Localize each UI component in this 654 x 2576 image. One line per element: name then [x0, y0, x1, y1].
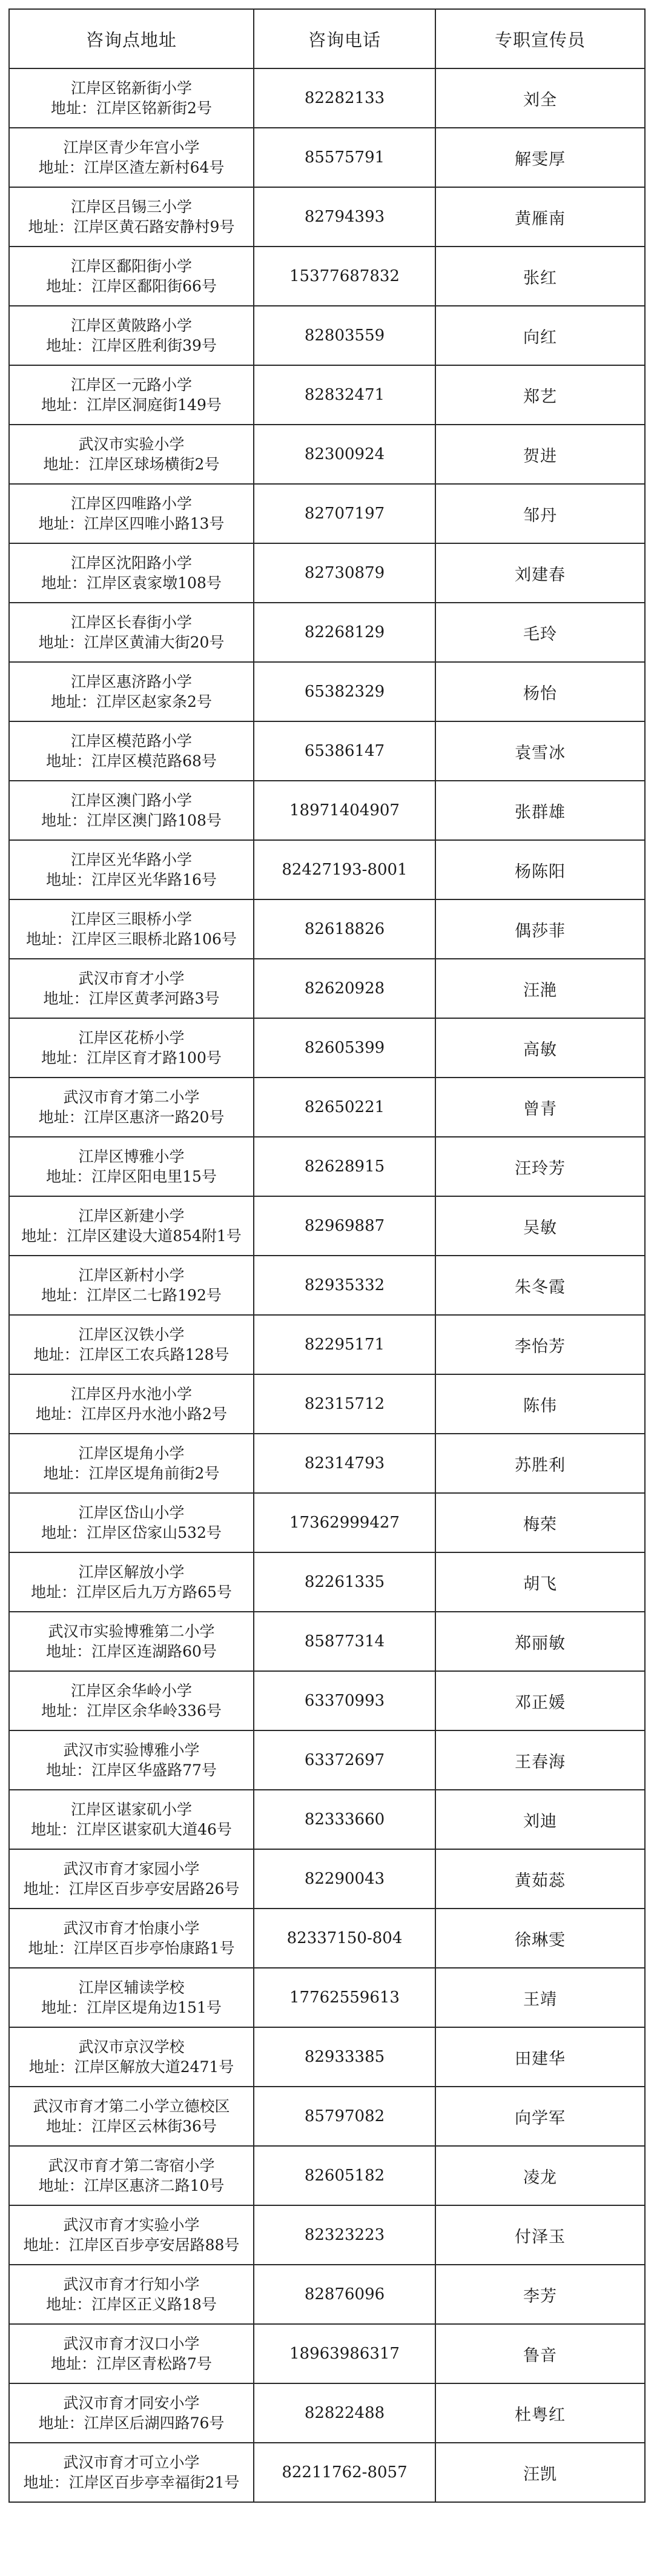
site-name: 江岸区四唯路小学: [70, 495, 192, 512]
site-cell: [9, 1374, 254, 1434]
site-cell: [9, 2205, 254, 2265]
site-cell: [9, 1849, 254, 1909]
site-address: 地址：江岸区黄孝河路3号: [43, 990, 220, 1007]
site-cell: [9, 247, 254, 306]
table-row: [9, 1968, 645, 2027]
site-name: 江岸区花桥小学: [78, 1029, 185, 1047]
phone-cell: 82803559: [254, 306, 435, 365]
table-row: [9, 603, 645, 662]
site-address: 地址：江岸区鄱阳街66号: [46, 277, 217, 295]
table-row: [9, 1909, 645, 1968]
staff-cell: 刘全: [435, 68, 645, 128]
phone-cell: 63372697: [254, 1730, 435, 1790]
staff-cell: 凌龙: [435, 2146, 645, 2205]
site-cell: [9, 2146, 254, 2205]
site-cell: [9, 1018, 254, 1078]
staff-cell: 杨怡: [435, 662, 645, 721]
site-address: 地址：江岸区赵家条2号: [51, 693, 212, 710]
site-name: 江岸区长春街小学: [70, 614, 192, 631]
site-name: 武汉市育才行知小学: [63, 2276, 200, 2293]
site-address: 地址：江岸区光华路16号: [46, 871, 217, 889]
site-address: 地址：江岸区百步亭幸福街21号: [23, 2474, 240, 2491]
site-cell: [9, 484, 254, 543]
table-row: [9, 365, 645, 425]
table-header: [9, 9, 645, 68]
site-address: 地址：江岸区华盛路77号: [46, 1761, 217, 1779]
table-row: [9, 187, 645, 247]
site-address: 地址：江岸区二七路192号: [41, 1286, 222, 1304]
site-name: 武汉市育才怡康小学: [63, 1919, 200, 1937]
site-address: 地址：江岸区堤角前街2号: [43, 1465, 220, 1482]
header-row: [9, 9, 645, 68]
table-row: [9, 2087, 645, 2146]
site-cell: [9, 1493, 254, 1552]
staff-cell: 苏胜利: [435, 1434, 645, 1493]
site-name: 江岸区汉铁小学: [78, 1326, 185, 1343]
site-address: 地址：江岸区球场横街2号: [43, 455, 220, 473]
staff-cell: 偶莎菲: [435, 899, 645, 959]
site-name: 江岸区新建小学: [78, 1207, 185, 1225]
phone-cell: 82268129: [254, 603, 435, 662]
staff-cell: 邹丹: [435, 484, 645, 543]
staff-cell: 汪凯: [435, 2443, 645, 2502]
table-row: [9, 1078, 645, 1137]
site-cell: [9, 1315, 254, 1374]
site-name: 江岸区余华岭小学: [70, 1682, 192, 1700]
staff-cell: 吴敏: [435, 1196, 645, 1256]
table-row: [9, 1315, 645, 1374]
site-name: 武汉市育才第二小学: [63, 1088, 200, 1106]
staff-cell: 黄雁南: [435, 187, 645, 247]
site-cell: [9, 1671, 254, 1730]
phone-cell: 82876096: [254, 2265, 435, 2324]
staff-cell: 向学军: [435, 2087, 645, 2146]
site-cell: [9, 1434, 254, 1493]
site-address: 地址：江岸区胜利街39号: [46, 337, 217, 354]
site-name: 武汉市京汉学校: [78, 2038, 185, 2056]
site-name: 江岸区丹水池小学: [70, 1385, 192, 1403]
phone-cell: 85797082: [254, 2087, 435, 2146]
header-staff: 专职宣传员: [435, 9, 645, 68]
site-cell: [9, 1909, 254, 1968]
table-row: [9, 1552, 645, 1612]
site-name: 江岸区光华路小学: [70, 851, 192, 869]
staff-cell: 李怡芳: [435, 1315, 645, 1374]
table-row: [9, 68, 645, 128]
site-cell: [9, 781, 254, 840]
staff-cell: 付泽玉: [435, 2205, 645, 2265]
header-phone: 咨询电话: [254, 9, 435, 68]
site-name: 江岸区新村小学: [78, 1266, 185, 1284]
phone-cell: 65382329: [254, 662, 435, 721]
site-name: 江岸区黄陂路小学: [70, 317, 192, 334]
table-row: [9, 128, 645, 187]
staff-cell: 曾青: [435, 1078, 645, 1137]
site-name: 江岸区一元路小学: [70, 376, 192, 394]
staff-cell: 黄茹蕊: [435, 1849, 645, 1909]
site-address: 地址：江岸区育才路100号: [41, 1049, 222, 1067]
site-cell: [9, 2027, 254, 2087]
site-name: 武汉市育才小学: [78, 970, 185, 987]
site-address: 地址：江岸区百步亭安居路88号: [23, 2236, 240, 2254]
staff-cell: 汪玲芳: [435, 1137, 645, 1196]
phone-cell: 82650221: [254, 1078, 435, 1137]
staff-cell: 高敏: [435, 1018, 645, 1078]
staff-cell: 刘迪: [435, 1790, 645, 1849]
staff-cell: 杜粤红: [435, 2383, 645, 2443]
site-name: 江岸区博雅小学: [78, 1148, 185, 1165]
phone-cell: 82337150-804: [254, 1909, 435, 1968]
table-row: [9, 484, 645, 543]
site-name: 江岸区澳门路小学: [70, 792, 192, 809]
phone-cell: 82832471: [254, 365, 435, 425]
site-address: 地址：江岸区云林街36号: [46, 2117, 217, 2135]
site-name: 江岸区堤角小学: [78, 1445, 185, 1462]
site-cell: [9, 959, 254, 1018]
table-row: [9, 1137, 645, 1196]
table-row: [9, 1493, 645, 1552]
site-address: 地址：江岸区洞庭街149号: [41, 396, 222, 414]
site-cell: [9, 662, 254, 721]
staff-cell: 邓正媛: [435, 1671, 645, 1730]
staff-cell: 袁雪冰: [435, 721, 645, 781]
phone-cell: 82822488: [254, 2383, 435, 2443]
site-cell: [9, 1968, 254, 2027]
site-address: 地址：江岸区工农兵路128号: [33, 1346, 230, 1363]
site-address: 地址：江岸区青松路7号: [51, 2355, 212, 2372]
site-address: 地址：江岸区余华岭336号: [41, 1702, 222, 1720]
staff-cell: 鲁音: [435, 2324, 645, 2383]
site-name: 武汉市育才第二小学立德校区: [33, 2098, 230, 2115]
site-name: 武汉市实验博雅小学: [63, 1741, 200, 1759]
table-row: [9, 2383, 645, 2443]
site-name: 武汉市实验博雅第二小学: [48, 1623, 215, 1640]
phone-cell: 15377687832: [254, 247, 435, 306]
site-name: 武汉市实验小学: [78, 435, 185, 453]
staff-cell: 陈伟: [435, 1374, 645, 1434]
site-cell: [9, 2443, 254, 2502]
header-site-address: 咨询点地址: [9, 9, 254, 68]
staff-cell: 贺进: [435, 425, 645, 484]
site-address: 地址：江岸区袁家墩108号: [41, 574, 222, 592]
phone-cell: 82427193-8001: [254, 840, 435, 899]
site-name: 江岸区三眼桥小学: [70, 910, 192, 928]
staff-cell: 梅荣: [435, 1493, 645, 1552]
table-row: [9, 2443, 645, 2502]
table-row: [9, 1730, 645, 1790]
site-address: 地址：江岸区百步亭安居路26号: [23, 1880, 240, 1898]
table-row: [9, 899, 645, 959]
phone-cell: 63370993: [254, 1671, 435, 1730]
site-address: 地址：江岸区铭新街2号: [51, 99, 212, 117]
staff-cell: 郑丽敏: [435, 1612, 645, 1671]
site-cell: [9, 365, 254, 425]
site-cell: [9, 1137, 254, 1196]
site-address: 地址：江岸区建设大道854附1号: [21, 1227, 242, 1245]
staff-cell: 李芳: [435, 2265, 645, 2324]
site-cell: [9, 1196, 254, 1256]
phone-cell: 82794393: [254, 187, 435, 247]
phone-cell: 82315712: [254, 1374, 435, 1434]
site-cell: [9, 1730, 254, 1790]
staff-cell: 朱冬霞: [435, 1256, 645, 1315]
phone-cell: 18971404907: [254, 781, 435, 840]
site-name: 江岸区吕锡三小学: [70, 198, 192, 216]
staff-cell: 杨陈阳: [435, 840, 645, 899]
phone-cell: 82935332: [254, 1256, 435, 1315]
phone-cell: 82933385: [254, 2027, 435, 2087]
phone-cell: 65386147: [254, 721, 435, 781]
table-row: [9, 1374, 645, 1434]
site-cell: [9, 2087, 254, 2146]
site-address: 地址：江岸区百步亭怡康路1号: [28, 1939, 235, 1957]
site-cell: [9, 1078, 254, 1137]
phone-cell: 17762559613: [254, 1968, 435, 2027]
site-address: 地址：江岸区丹水池小路2号: [36, 1405, 227, 1423]
site-name: 江岸区青少年宫小学: [63, 139, 200, 156]
site-cell: [9, 187, 254, 247]
phone-cell: 82261335: [254, 1552, 435, 1612]
site-cell: [9, 899, 254, 959]
table-row: [9, 2027, 645, 2087]
table-row: [9, 1671, 645, 1730]
site-address: 地址：江岸区后湖四路76号: [38, 2414, 225, 2432]
staff-cell: 张红: [435, 247, 645, 306]
staff-cell: 王靖: [435, 1968, 645, 2027]
consultation-sheet: [8, 8, 644, 2503]
phone-cell: 82282133: [254, 68, 435, 128]
site-cell: [9, 1790, 254, 1849]
phone-cell: 17362999427: [254, 1493, 435, 1552]
site-cell: [9, 2383, 254, 2443]
site-name: 江岸区辅读学校: [78, 1979, 185, 1996]
site-name: 江岸区铭新街小学: [70, 79, 192, 97]
site-cell: [9, 721, 254, 781]
site-name: 江岸区岱山小学: [78, 1504, 185, 1521]
table-row: [9, 959, 645, 1018]
phone-cell: 85575791: [254, 128, 435, 187]
phone-cell: 82628915: [254, 1137, 435, 1196]
staff-cell: 刘建春: [435, 543, 645, 603]
site-name: 武汉市育才同安小学: [63, 2394, 200, 2412]
site-cell: [9, 68, 254, 128]
staff-cell: 解雯厚: [435, 128, 645, 187]
table-row: [9, 1849, 645, 1909]
site-cell: [9, 306, 254, 365]
site-address: 地址：江岸区正义路18号: [46, 2296, 217, 2313]
site-cell: [9, 1552, 254, 1612]
phone-cell: 82333660: [254, 1790, 435, 1849]
table-row: [9, 2205, 645, 2265]
site-cell: [9, 543, 254, 603]
phone-cell: 82707197: [254, 484, 435, 543]
phone-cell: 82618826: [254, 899, 435, 959]
site-address: 地址：江岸区岱家山532号: [41, 1524, 222, 1541]
staff-cell: 张群雄: [435, 781, 645, 840]
phone-cell: 82969887: [254, 1196, 435, 1256]
site-name: 武汉市育才家园小学: [63, 1860, 200, 1878]
phone-cell: 82323223: [254, 2205, 435, 2265]
table-row: [9, 2146, 645, 2205]
site-address: 地址：江岸区黄浦大街20号: [38, 634, 225, 651]
table-row: [9, 2265, 645, 2324]
staff-cell: 向红: [435, 306, 645, 365]
site-name: 武汉市育才汉口小学: [63, 2335, 200, 2353]
phone-cell: 82290043: [254, 1849, 435, 1909]
site-address: 地址：江岸区谌家矶大道46号: [31, 1821, 232, 1838]
site-address: 地址：江岸区连湖路60号: [46, 1643, 217, 1660]
site-address: 地址：江岸区黄石路安静村9号: [28, 218, 235, 236]
site-cell: [9, 2265, 254, 2324]
table-row: [9, 425, 645, 484]
site-name: 江岸区鄱阳街小学: [70, 257, 192, 275]
staff-cell: 王春海: [435, 1730, 645, 1790]
site-cell: [9, 425, 254, 484]
site-name: 江岸区解放小学: [78, 1563, 185, 1581]
staff-cell: 徐琳雯: [435, 1909, 645, 1968]
site-address: 地址：江岸区堤角边151号: [41, 1999, 222, 2016]
site-name: 武汉市育才可立小学: [63, 2454, 200, 2471]
site-address: 地址：江岸区惠济一路20号: [38, 1108, 225, 1126]
table-row: [9, 1196, 645, 1256]
site-name: 江岸区惠济路小学: [70, 673, 192, 690]
table-row: [9, 247, 645, 306]
table-row: [9, 306, 645, 365]
site-address: 地址：江岸区三眼桥北路106号: [26, 930, 237, 948]
table-row: [9, 662, 645, 721]
site-address: 地址：江岸区阳电里15号: [46, 1168, 217, 1185]
table-row: [9, 721, 645, 781]
consultation-table: [8, 8, 646, 2503]
table-row: [9, 543, 645, 603]
site-name: 武汉市育才实验小学: [63, 2216, 200, 2234]
site-name: 武汉市育才第二寄宿小学: [48, 2157, 215, 2174]
site-cell: [9, 1256, 254, 1315]
site-address: 地址：江岸区渣左新村64号: [38, 159, 225, 176]
site-address: 地址：江岸区惠济二路10号: [38, 2177, 225, 2194]
table-body: [9, 68, 645, 2502]
site-address: 地址：江岸区后九万方路65号: [31, 1583, 232, 1601]
phone-cell: 82300924: [254, 425, 435, 484]
table-row: [9, 1612, 645, 1671]
site-cell: [9, 603, 254, 662]
site-name: 江岸区谌家矶小学: [70, 1801, 192, 1818]
site-address: 地址：江岸区模范路68号: [46, 752, 217, 770]
phone-cell: 82605399: [254, 1018, 435, 1078]
site-cell: [9, 2324, 254, 2383]
phone-cell: 82605182: [254, 2146, 435, 2205]
site-name: 江岸区沈阳路小学: [70, 554, 192, 572]
table-row: [9, 1790, 645, 1849]
phone-cell: 82211762-8057: [254, 2443, 435, 2502]
table-row: [9, 840, 645, 899]
table-row: [9, 2324, 645, 2383]
site-cell: [9, 128, 254, 187]
table-row: [9, 1434, 645, 1493]
staff-cell: 田建华: [435, 2027, 645, 2087]
phone-cell: 82295171: [254, 1315, 435, 1374]
phone-cell: 82730879: [254, 543, 435, 603]
site-cell: [9, 1612, 254, 1671]
phone-cell: 82620928: [254, 959, 435, 1018]
site-name: 江岸区模范路小学: [70, 732, 192, 750]
site-address: 地址：江岸区澳门路108号: [41, 812, 222, 829]
staff-cell: 胡飞: [435, 1552, 645, 1612]
staff-cell: 汪滟: [435, 959, 645, 1018]
table-row: [9, 781, 645, 840]
site-address: 地址：江岸区解放大道2471号: [28, 2058, 234, 2076]
phone-cell: 18963986317: [254, 2324, 435, 2383]
site-cell: [9, 840, 254, 899]
phone-cell: 82314793: [254, 1434, 435, 1493]
staff-cell: 郑艺: [435, 365, 645, 425]
table-row: [9, 1256, 645, 1315]
site-address: 地址：江岸区四唯小路13号: [38, 515, 225, 532]
phone-cell: 85877314: [254, 1612, 435, 1671]
table-row: [9, 1018, 645, 1078]
staff-cell: 毛玲: [435, 603, 645, 662]
